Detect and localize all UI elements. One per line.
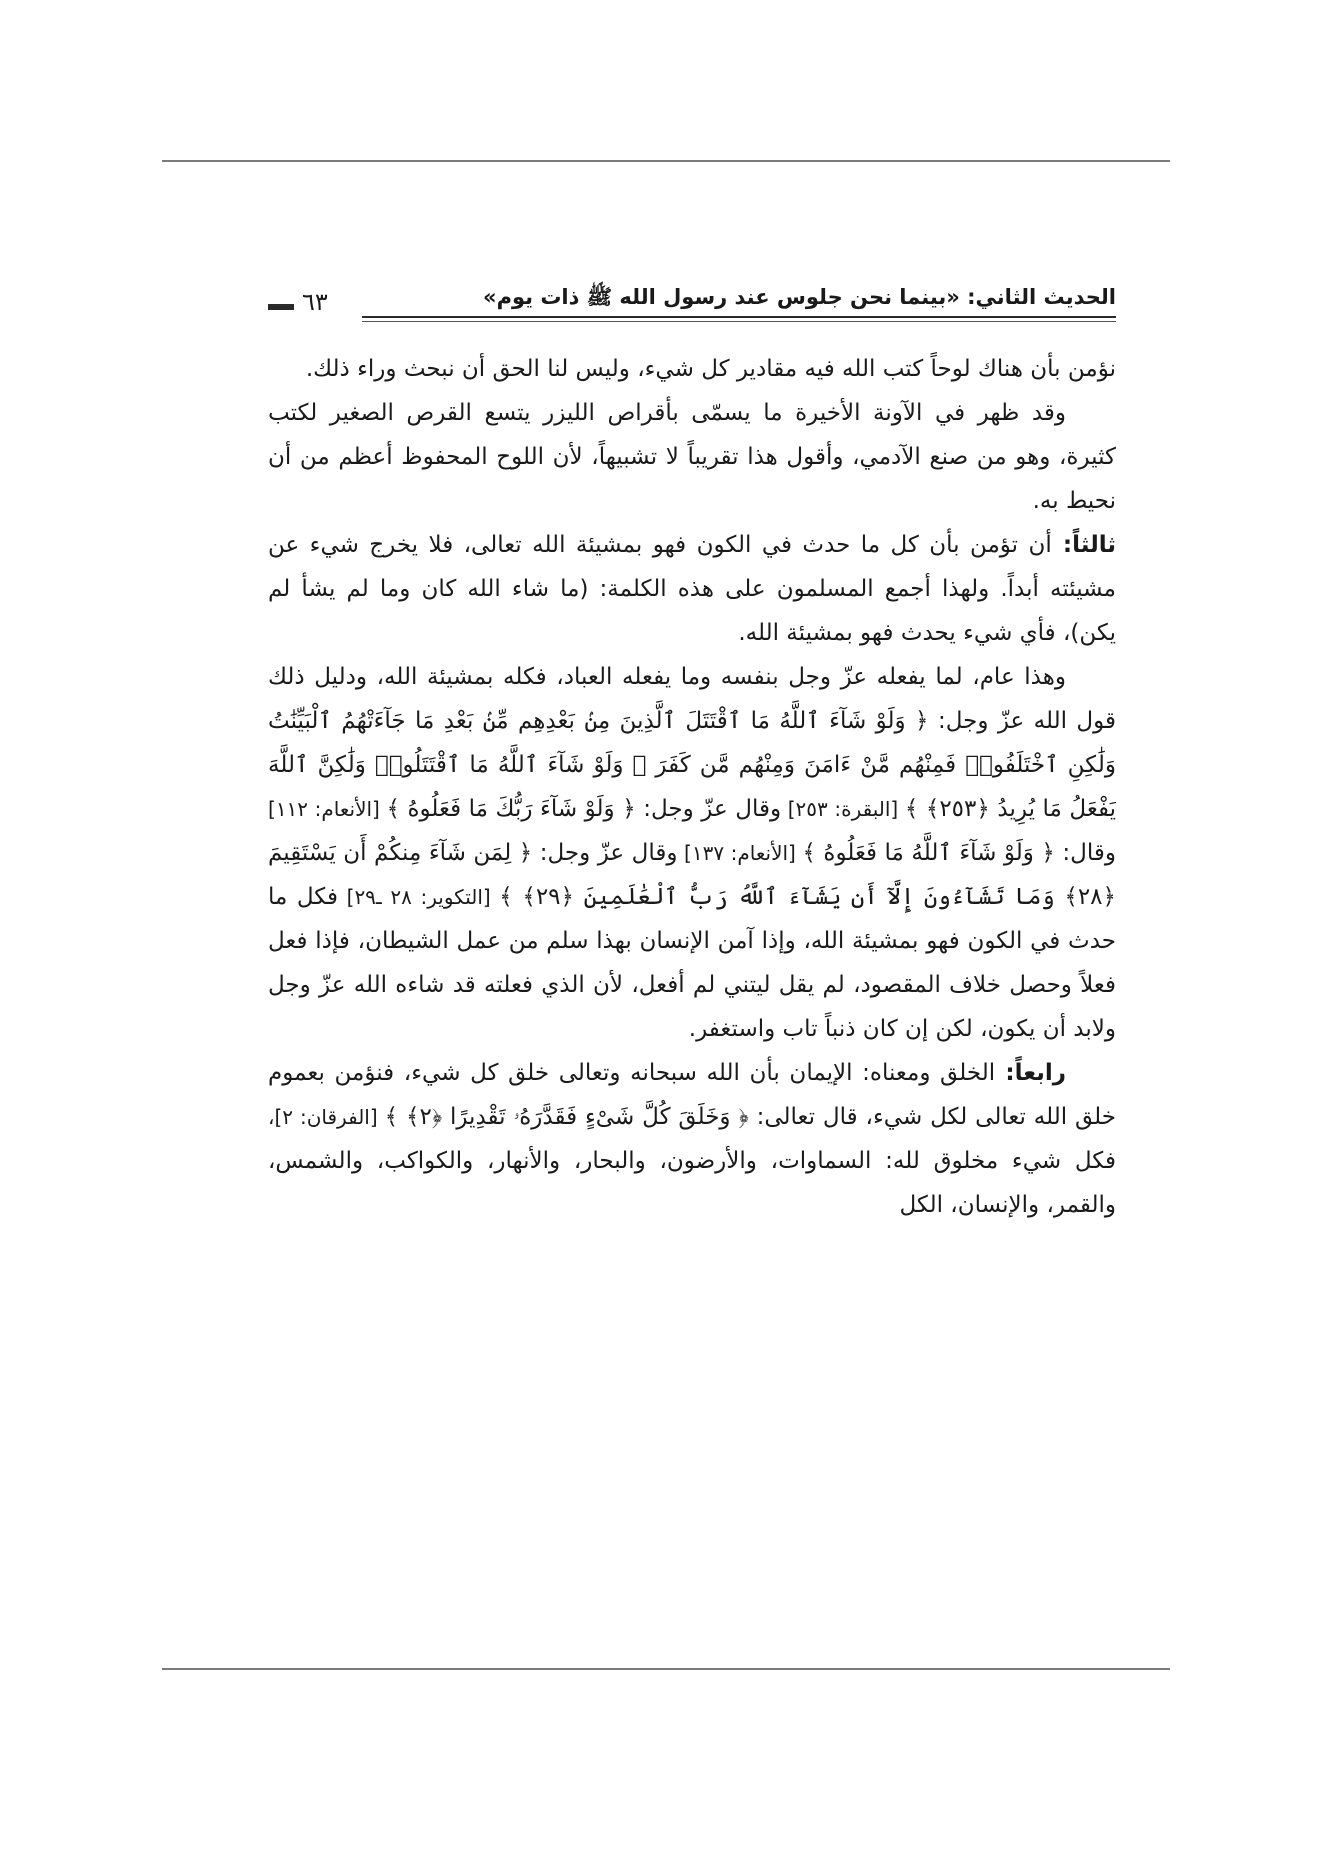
quran-verse: ﴿ وَلَوْ شَآءَ رَبُّكَ مَا فَعَلُوهُ ﴾ (386, 796, 636, 822)
scan-border-bottom (162, 1668, 1170, 1670)
running-header-title: الحديث الثاني: «بينما نحن جلوس عند رسول الله ﷺ ذات يوم» (483, 285, 1116, 309)
page-header (268, 284, 1116, 334)
paragraph-text: أن تؤمن بأن كل ما حدث في الكون فهو بمشيئة الله تعالى، فلا يخرج شيء عن مشيئته أبداً. ولهذا أجمع المسلمون على هذه الكلمة: (ما شاء الله كان وما لم يشأ لم يكن)، فأي شيء يحدث فهو بمشيئة الله. (268, 532, 1116, 646)
page-number-tab (268, 304, 294, 310)
paragraph-text: وقال عزّ وجل: (532, 840, 678, 866)
body-paragraph (268, 391, 1116, 523)
body-paragraph (268, 1051, 1116, 1227)
verse-reference: [الأنعام: ١٣٧] (677, 841, 803, 865)
paragraph-text: وهذا عام، لما يفعله عزّ وجل بنفسه وما يفعله العباد، فكله بمشيئة الله، ودليل ذلك قول الله عزّ وجل: (268, 664, 1116, 734)
quran-verse: ﴿ لِمَن شَآءَ مِنكُمْ أَن يَسْتَقِيمَ ﴿٢٨﴾ وَمَا تَشَآءُونَ إِلَّآ أَن يَشَآءَ ٱللَّهُ رَبُّ ٱلْعَٰلَمِينَ ﴿٢٩﴾ ﴾ (268, 840, 1116, 910)
paragraph-text: نؤمن بأن هناك لوحاً كتب الله فيه مقادير كل شيء، وليس لنا الحق أن نبحث وراء ذلك. (305, 356, 1116, 382)
header-rule-thin (362, 321, 1116, 322)
section-lead: رابعاً: (995, 1060, 1066, 1086)
body-paragraph (268, 523, 1116, 655)
body-text (268, 347, 1116, 1637)
scan-border-top (162, 160, 1170, 162)
body-paragraph (268, 347, 1116, 391)
paragraph-text: فكل شيء مخلوق لله: السماوات، والأرضون، والبحار، والأنهار، والكواكب، والشمس، والقمر، والإنسان، الكل (268, 1148, 1116, 1218)
paragraph-text: فكل ما حدث في الكون فهو بمشيئة الله، وإذا آمن الإنسان بهذا سلم من عمل الشيطان، فإذا فعل فعلاً وحصل خلاف المقصود، لم يقل ليتني لم أفعل، لأن الذي فعلته قد شاءه الله عزّ وجل ولابد أن يكون، لكن إن كان ذنباً تاب واستغفر. (268, 884, 1116, 1042)
paragraph-text: وقال: (1054, 840, 1116, 866)
paragraph-text: وقال عزّ وجل: (635, 796, 782, 822)
quran-verse: ﴿ وَلَوْ شَآءَ ٱللَّهُ مَا فَعَلُوهُ ﴾ (802, 840, 1055, 866)
verse-reference: [الأنعام: ١١٢] (268, 797, 387, 821)
paragraph-text: الخلق ومعناه: الإيمان بأن الله سبحانه وتعالى خلق كل شيء، فنؤمن بعموم خلق الله تعالى لكل شيء، قال تعالى: (268, 1060, 1116, 1130)
verse-reference: [البقرة: ٢٥٣] (781, 797, 905, 821)
body-paragraph (268, 655, 1116, 1051)
page-number: ٦٣ (302, 288, 328, 316)
quran-verse: ﴿ وَلَوْ شَآءَ ٱللَّهُ مَا ٱقْتَتَلَ ٱلَّذِينَ مِنۢ بَعْدِهِم مِّنۢ بَعْدِ مَا جَآءَتْهُمُ ٱلْبَيِّنَٰتُ وَلَٰكِنِ ٱخْتَلَفُوا۟ فَمِنْهُم مَّنْ ءَامَنَ وَمِنْهُم مَّن كَفَرَ ۚ وَلَوْ شَآءَ ٱللَّهُ مَا ٱقْتَتَلُوا۟ وَلَٰكِنَّ ٱللَّهَ يَفْعَلُ مَا يُرِيدُ ﴿٢٥٣﴾ ﴾ (268, 708, 1116, 822)
verse-reference: [الفرقان: ٢]، (268, 1105, 385, 1129)
header-rule (362, 316, 1116, 318)
section-lead: ثالثاً: (1051, 532, 1116, 558)
quran-verse: ﴿ وَخَلَقَ كُلَّ شَىْءٍ فَقَدَّرَهُۥ تَقْدِيرًا ﴿٢﴾ ﴾ (384, 1104, 749, 1130)
verse-reference: [التكوير: ٢٨ ـ٢٩] (338, 885, 500, 909)
paragraph-text: وقد ظهر في الآونة الأخيرة ما يسمّى بأقراص الليزر يتسع القرص الصغير لكتب كثيرة، وهو من صنع الآدمي، وأقول هذا تقريباً لا تشبيهاً، لأن اللوح المحفوظ أعظم من أن نحيط به. (268, 400, 1116, 514)
